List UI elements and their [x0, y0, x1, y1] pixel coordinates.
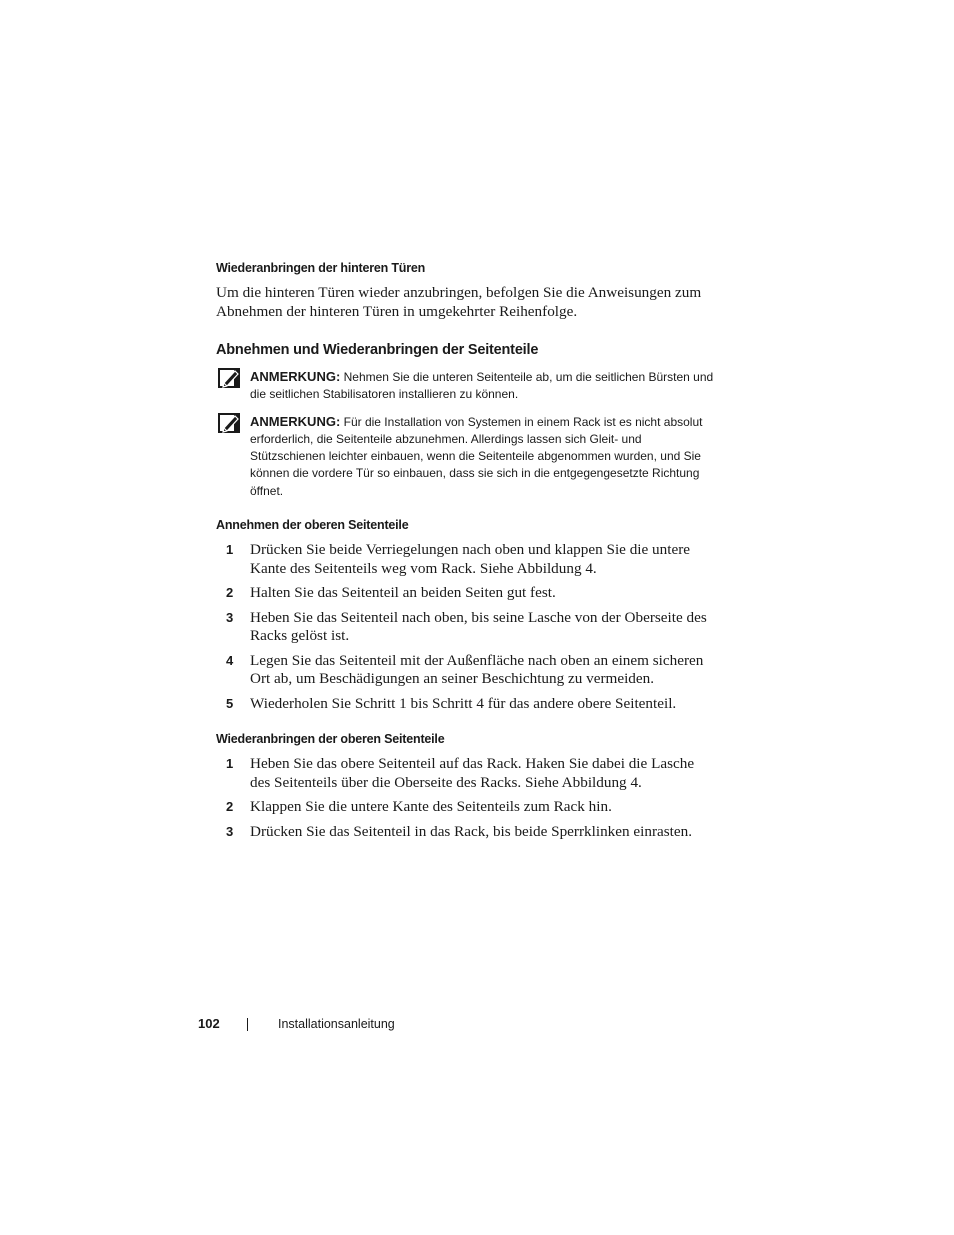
step-number: 2 [226, 585, 234, 601]
footer-separator [247, 1018, 248, 1031]
heading-remove-top-panels: Annehmen der oberen Seitenteile [216, 518, 409, 533]
note-label: ANMERKUNG: [250, 369, 341, 384]
note-text: Nehmen Sie die unteren Seitenteile ab, um die seitlichen Bürsten und die seitlichen Stabilisatoren installieren zu können. [250, 370, 714, 402]
step-text: Halten Sie das Seitenteil an beiden Seiten gut fest. [250, 584, 556, 602]
step-text: Klappen Sie die untere Kante des Seitenteils zum Rack hin. [250, 798, 612, 816]
step-number: 5 [226, 695, 234, 711]
list-item [216, 798, 716, 817]
rear-doors-text: Um die hinteren Türen wieder anzubringen, befolgen Sie die Anweisungen zum Abnehmen der hinteren Türen in umgekehrter Reihenfolge. [216, 284, 702, 320]
step-text: Drücken Sie beide Verriegelungen nach oben und klappen Sie die untere Kante des Seitenteils weg vom Rack. Siehe Abbildung 4. [250, 541, 691, 577]
note-2 [216, 413, 716, 500]
step-text: Heben Sie das obere Seitenteil auf das Rack. Haken Sie dabei die Lasche des Seitenteils über die Oberseite des Racks. Siehe Abbildung 4. [250, 755, 695, 791]
list-item [216, 695, 716, 714]
step-number: 3 [226, 823, 234, 839]
heading-replace-top-panels: Wiederanbringen der oberen Seitenteile [216, 732, 445, 747]
step-number: 1 [226, 542, 234, 558]
list-item [216, 652, 716, 689]
remove-top-steps [216, 541, 716, 713]
note-label: ANMERKUNG: [250, 413, 341, 429]
step-number: 1 [226, 756, 234, 772]
note-1 [216, 368, 716, 404]
step-text: Drücken Sie das Seitenteil in das Rack, bis beide Sperrklinken einrasten. [250, 822, 693, 840]
heading-side-panels: Abnehmen und Wiederanbringen der Seitenteile [216, 342, 539, 358]
note-pencil-icon [218, 368, 240, 388]
footer-title: Installationsanleitung [278, 1017, 395, 1031]
note-pencil-icon [218, 413, 240, 433]
list-item [216, 541, 716, 578]
page-number: 102 [198, 1016, 220, 1031]
step-text: Heben Sie das Seitenteil nach oben, bis seine Lasche von der Oberseite des Racks gelöst ist. [250, 608, 707, 645]
note-text: Für die Installation von Systemen in einem Rack ist es nicht absolut erforderlich, die Seitenteile abzunehmen. Allerdings lassen sich Gleit- und Stützschienen leichter einbauen, wenn die Seitenteile abgenommen wurden, und Sie können die vordere Tür so einbauen, dass sie sich in die entgegengesetzte Richtung öffnet. [250, 414, 703, 498]
replace-top-steps [216, 755, 716, 841]
list-item [216, 584, 716, 603]
step-text: Legen Sie das Seitenteil mit der Außenfläche nach oben an einem sicheren Ort ab, um Beschädigungen an seiner Beschichtung zu vermeiden. [250, 651, 704, 688]
page-content [216, 259, 716, 841]
step-number: 3 [226, 609, 234, 625]
step-text: Wiederholen Sie Schritt 1 bis Schritt 4 für das andere obere Seitenteil. [250, 694, 677, 712]
step-number: 2 [226, 799, 234, 815]
step-number: 4 [226, 652, 234, 668]
list-item [216, 609, 716, 646]
list-item [216, 823, 716, 842]
heading-rear-doors: Wiederanbringen der hinteren Türen [216, 261, 426, 275]
list-item [216, 755, 716, 792]
